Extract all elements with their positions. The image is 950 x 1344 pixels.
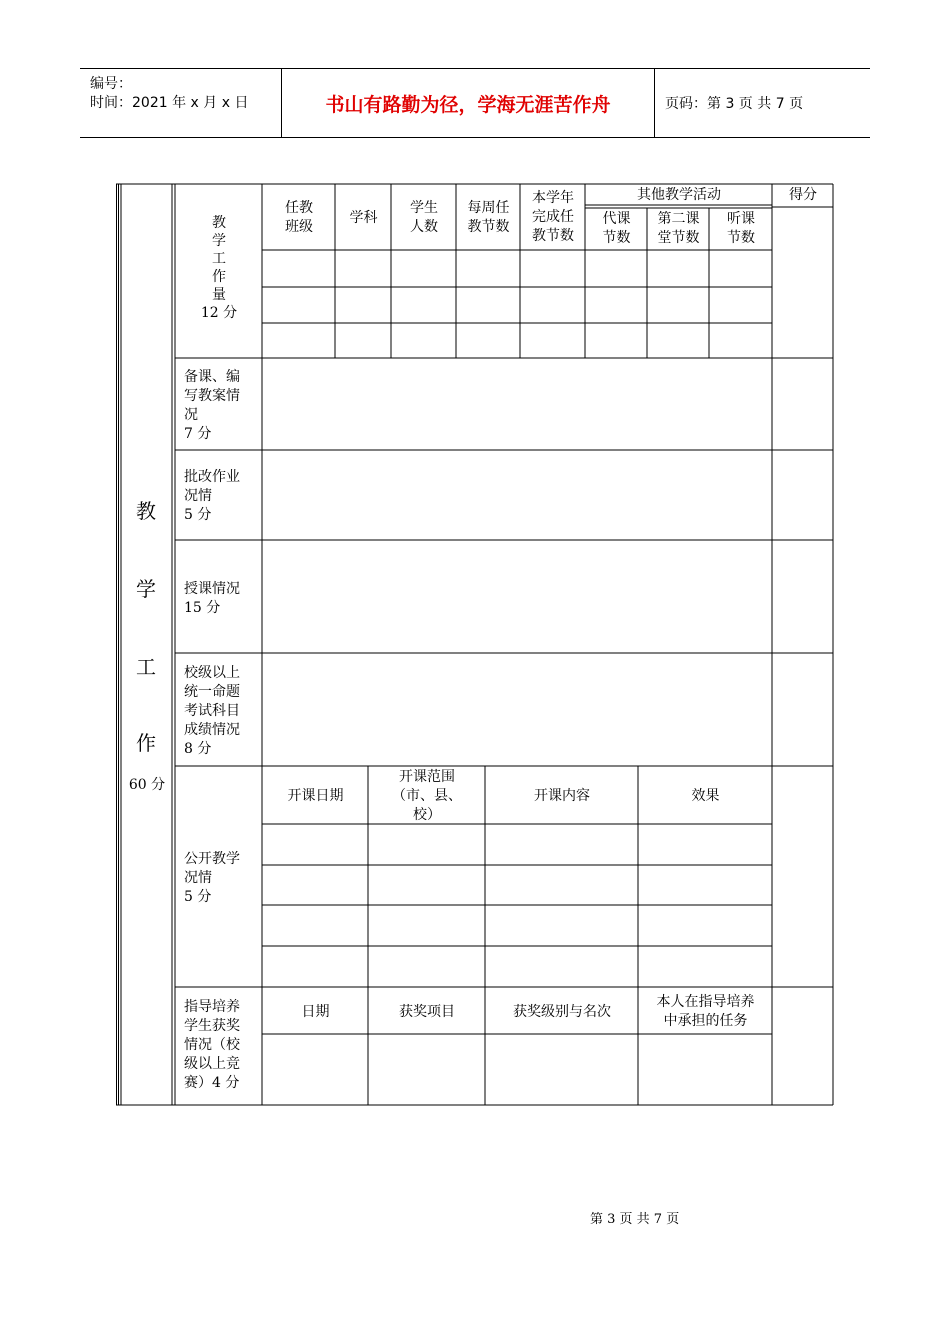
page-footer: 第 3 页 共 7 页: [590, 1212, 680, 1227]
col-open-content: 开课内容: [534, 788, 590, 804]
col-award-date: 日期: [301, 1004, 330, 1020]
exam-label: 校级以上 统一命题 考试科目 成绩情况 8 分: [184, 665, 240, 757]
open-class-label: 公开教学 况情 5 分: [184, 851, 240, 905]
teaching-label: 授课情况 15 分: [184, 581, 240, 616]
col-subject: 学科: [349, 210, 378, 226]
col-award-role: 本人在指导培养 中承担的任务: [656, 994, 755, 1029]
prep-label: 备课、编 写教案情 况 7 分: [184, 369, 240, 442]
workload-label: 教 学 工 作 量 12 分: [200, 215, 238, 321]
other-activities-header: 其他教学活动: [637, 187, 721, 203]
col-class: 任教 班级: [285, 200, 313, 235]
motto: 书山有路勤为径，学海无涯苦作舟: [282, 69, 655, 137]
col-substitute: 代课 节数: [602, 211, 631, 246]
score-header: 得分: [789, 187, 817, 203]
homework-label: 批改作业 况情 5 分: [184, 469, 240, 523]
time-label: 时间：2021 年 x 月 x 日: [90, 95, 249, 111]
number-label: 编号：: [90, 76, 132, 92]
category-char-2: 学: [136, 577, 156, 601]
col-second-class: 第二课 堂节数: [657, 211, 700, 246]
category-score: 60 分: [128, 777, 166, 793]
awards-label: 指导培养 学生获奖 情况（校 级以上竞 赛）4 分: [184, 999, 240, 1091]
category-char-3: 工: [136, 655, 156, 679]
col-students: 学生 人数: [410, 200, 438, 235]
col-open-date: 开课日期: [287, 788, 344, 804]
col-weekly-hours: 每周任 教节数: [467, 200, 510, 235]
col-open-effect: 效果: [691, 788, 720, 804]
page-indicator: 页码：第 3 页 共 7 页: [665, 96, 804, 112]
col-annual-hours: 本学年 完成任 教节数: [532, 190, 574, 244]
col-award-level: 获奖级别与名次: [513, 1004, 611, 1020]
col-open-scope: 开课范围 （市、县、 校）: [392, 769, 462, 823]
col-award-item: 获奖项目: [399, 1004, 455, 1020]
category-char-4: 作: [136, 731, 156, 755]
col-observation: 听课 节数: [727, 211, 755, 246]
category-char-1: 教: [136, 499, 156, 523]
